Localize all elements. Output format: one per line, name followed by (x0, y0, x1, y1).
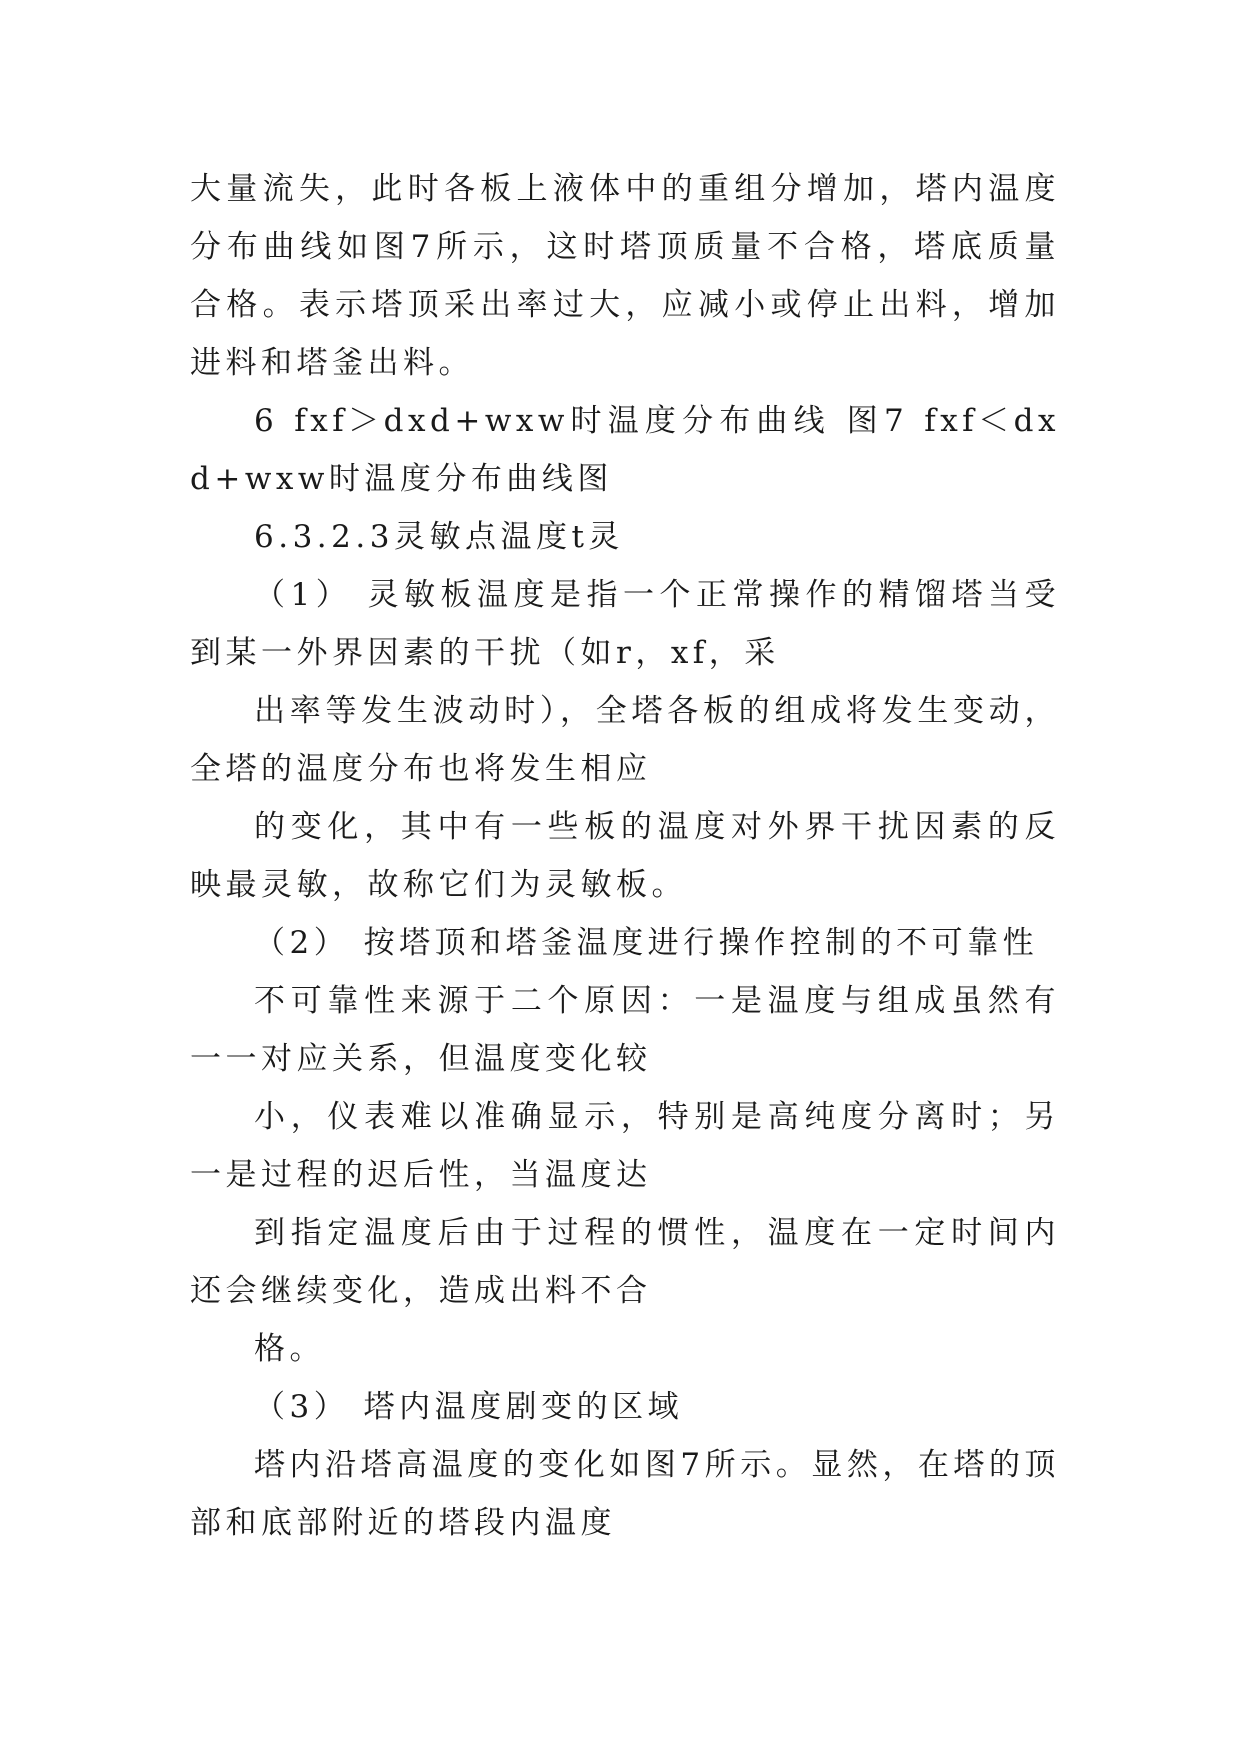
paragraph-1: 大量流失，此时各板上液体中的重组分增加，塔内温度分布曲线如图7所示，这时塔顶质量不合格，塔底质量合格。表示塔顶采出率过大，应减小或停止出料，增加进料和塔釜出料。 (190, 171, 1060, 381)
paragraph-item-1-cont-b: 的变化，其中有一些板的温度对外界干扰因素的反映最灵敏，故称它们为灵敏板。 (190, 809, 1060, 903)
paragraph-item-2-cont-b: 小，仪表难以准确显示，特别是高纯度分离时；另一是过程的迟后性，当温度达 (190, 1099, 1060, 1193)
paragraph-item-3: （3） 塔内温度剧变的区域 (254, 1389, 684, 1425)
paragraph-figure-captions: 6 fxf＞dxd+wxw时温度分布曲线 图7 fxf＜dxd+wxw时温度分布曲线图 (190, 403, 1060, 497)
paragraph-item-2-cont-d: 格。 (254, 1331, 325, 1367)
section-heading: 6.3.2.3灵敏点温度t灵 (254, 519, 624, 555)
paragraph-item-3-cont-a: 塔内沿塔高温度的变化如图7所示。显然，在塔的顶部和底部附近的塔段内温度 (190, 1447, 1060, 1541)
paragraph-item-2-cont-a: 不可靠性来源于二个原因：一是温度与组成虽然有一一对应关系，但温度变化较 (190, 983, 1060, 1077)
paragraph-item-2-cont-c: 到指定温度后由于过程的惯性，温度在一定时间内还会继续变化，造成出料不合 (190, 1215, 1060, 1309)
paragraph-item-1-cont-a: 出率等发生波动时），全塔各板的组成将发生变动，全塔的温度分布也将发生相应 (190, 693, 1060, 787)
document-body (190, 160, 1060, 1552)
paragraph-item-2: （2） 按塔顶和塔釜温度进行操作控制的不可靠性 (254, 925, 1039, 961)
paragraph-item-1: （1） 灵敏板温度是指一个正常操作的精馏塔当受到某一外界因素的干扰（如r，xf，采 (190, 577, 1060, 671)
